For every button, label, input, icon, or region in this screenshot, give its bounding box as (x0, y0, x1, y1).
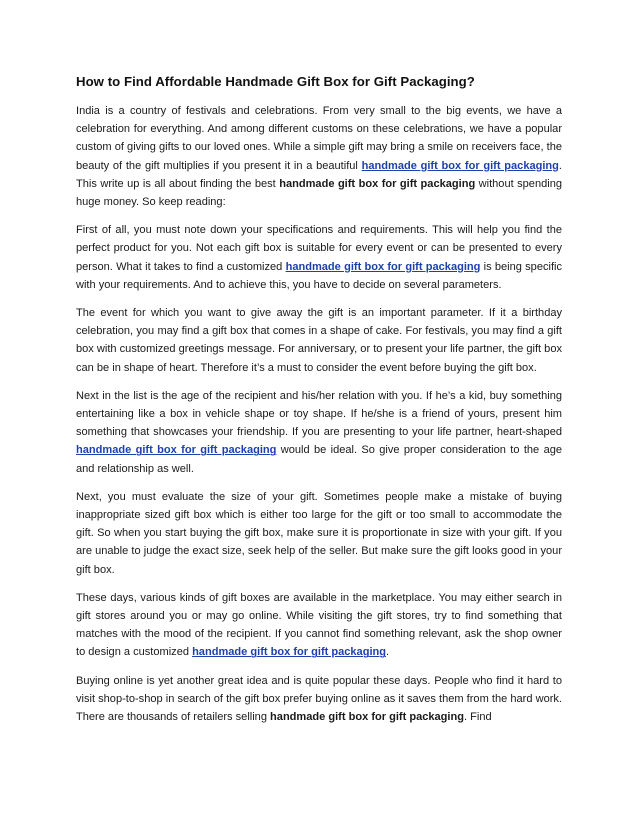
body-paragraph (76, 102, 562, 211)
keyword-link[interactable]: handmade gift box for gift packaging (361, 159, 559, 172)
paragraph-text: is being specific with your requirements. And to achieve this, you have to decide on several parameters. (76, 260, 562, 291)
paragraph-text: . This write up is all about finding the best (76, 159, 562, 190)
keyword-link[interactable]: handmade gift box for gift packaging (285, 260, 481, 273)
body-paragraph (76, 304, 562, 377)
body-paragraph (76, 488, 562, 579)
paragraph-text: Next, you must evaluate the size of your gift. Sometimes people make a mistake of buying inappropriate sized gift box which is either too large for the gift or too small to accommodate the gift. So when you start buying the gift box, make sure it is proportionate in size with your gift. If you are unable to judge the exact size, seek help of the seller. But make sure the gift looks good in your gift box. (76, 490, 562, 576)
paragraph-text: Next in the list is the age of the recipient and his/her relation with you. If he’s a kid, buy something entertaining like a box in vehicle shape or toy shape. If he/she is a friend of yours, present him something that showcases your friendship. If you are presenting to your life partner, heart-shaped (76, 389, 562, 439)
body-paragraph (76, 221, 562, 294)
paragraph-text: would be ideal. So give proper consideration to the age and relationship as well. (76, 444, 562, 475)
paragraph-text: Buying online is yet another great idea and is quite popular these days. People who find it hard to visit shop-to-shop in search of the gift box prefer buying online as it saves them from the hard work. There are thousands of retailers selling (76, 674, 562, 724)
paragraph-text: without spending huge money. So keep reading: (76, 177, 562, 209)
body-paragraph (76, 387, 562, 478)
keyword-link[interactable]: handmade gift box for gift packaging (192, 646, 387, 659)
document-title: How to Find Affordable Handmade Gift Box for Gift Packaging? (76, 74, 475, 89)
document-body (76, 102, 562, 726)
keyword-link[interactable]: handmade gift box for gift packaging (76, 444, 277, 457)
body-paragraph (76, 589, 562, 662)
paragraph-text: The event for which you want to give away the gift is an important parameter. If it a birthday celebration, you may find a gift box that comes in a shape of cake. For festivals, you may find a gift box with customized greetings message. For anniversary, or to present your life partner, the gift box can be in shape of heart. Therefore it’s a must to consider the event before buying the gift box. (76, 307, 562, 374)
paragraph-text: . (386, 646, 390, 659)
bold-keyword: handmade gift box for gift packaging (279, 177, 476, 190)
paragraph-text: These days, various kinds of gift boxes are available in the marketplace. You may either search in gift stores around you or may go online. While visiting the gift stores, try to find something that matches with the mood of the recipient. If you cannot find something relevant, ask the shop owner to design a customized (76, 591, 562, 659)
bold-keyword: handmade gift box for gift packaging (270, 711, 464, 724)
body-paragraph (76, 672, 562, 727)
paragraph-text: India is a country of festivals and celebrations. From very small to the big events, we have a celebration for everything. And among different customs on these celebrations, we have a popular custom of giving gifts to our loved ones. While a simple gift may bring a smile on receivers face, the beauty of the gift multiplies if you present it in a beautiful (76, 105, 562, 172)
paragraph-text: First of all, you must note down your specifications and requirements. This will help you find the perfect product for you. Not each gift box is suitable for every event or can be presented to every person. What it takes to find a customized (76, 224, 562, 273)
paragraph-text: . Find (464, 711, 492, 724)
